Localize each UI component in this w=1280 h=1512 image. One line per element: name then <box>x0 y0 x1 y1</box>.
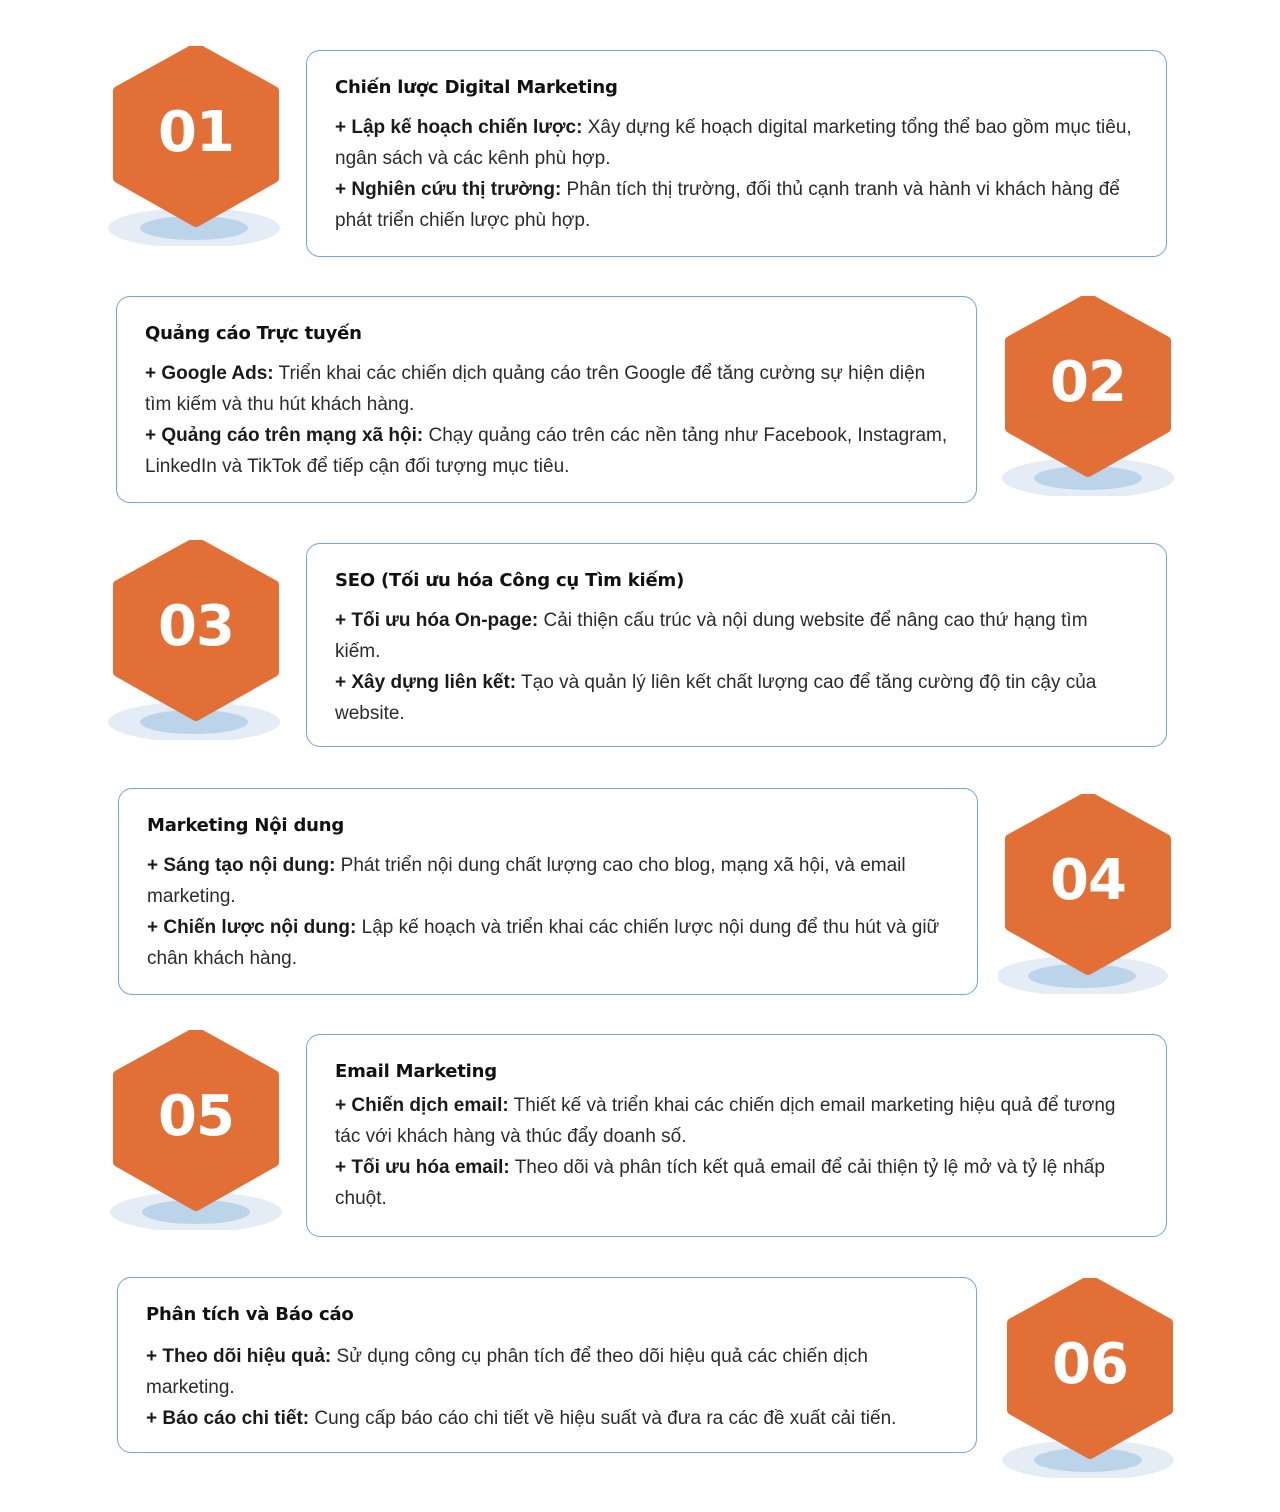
step-badge-06 <box>1000 1278 1180 1478</box>
item-text: Theo dõi và phân tích kết quả email để cải thiện tỷ lệ mở và tỷ lệ nhấp chuột. <box>335 1157 1105 1209</box>
step-card-04 <box>118 788 978 995</box>
step-number: 04 <box>1050 848 1126 913</box>
step-item <box>146 1341 948 1403</box>
step-badge-04 <box>998 794 1178 994</box>
item-text: Phát triển nội dung chất lượng cao cho blog, mạng xã hội, và email marketing. <box>147 855 906 907</box>
item-text: Cung cấp báo cáo chi tiết về hiệu suất và đưa ra các đề xuất cải tiến. <box>309 1408 897 1429</box>
item-label: + Tối ưu hóa On-page: <box>335 610 539 631</box>
step-item <box>147 912 949 974</box>
item-text: Xây dựng kế hoạch digital marketing tổng thể bao gồm mục tiêu, ngân sách và các kênh phù hợp. <box>335 117 1132 169</box>
step-number: 03 <box>158 594 234 659</box>
item-text: Sử dụng công cụ phân tích để theo dõi hiệu quả các chiến dịch marketing. <box>146 1346 868 1398</box>
step-card-01 <box>306 50 1167 257</box>
step-card-05 <box>306 1034 1167 1237</box>
step-card-03 <box>306 543 1167 747</box>
item-text: Triển khai các chiến dịch quảng cáo trên Google để tăng cường sự hiện diện tìm kiếm và thu hút khách hàng. <box>145 363 926 415</box>
step-card-02 <box>116 296 977 503</box>
item-text: Tạo và quản lý liên kết chất lượng cao để tăng cường độ tin cậy của website. <box>335 672 1097 724</box>
step-card-06 <box>117 1277 977 1453</box>
item-label: + Sáng tạo nội dung: <box>147 855 336 876</box>
item-label: + Quảng cáo trên mạng xã hội: <box>145 425 424 446</box>
step-item <box>147 850 949 912</box>
item-text: Lập kế hoạch và triển khai các chiến lược nội dung để thu hút và giữ chân khách hàng. <box>147 917 940 969</box>
step-title: Phân tích và Báo cáo <box>146 1304 354 1325</box>
step-title: Email Marketing <box>335 1061 497 1082</box>
item-label: + Nghiên cứu thị trường: <box>335 179 562 200</box>
step-badge-02 <box>998 296 1178 496</box>
item-text: Phân tích thị trường, đối thủ cạnh tranh và hành vi khách hàng để phát triển chiến lược phù hợp. <box>335 179 1120 231</box>
step-item <box>145 420 948 482</box>
item-text: Thiết kế và triển khai các chiến dịch email marketing hiệu quả để tương tác với khách hàng và thúc đẩy doanh số. <box>335 1095 1116 1147</box>
step-badge-05 <box>106 1030 286 1230</box>
item-label: + Google Ads: <box>145 363 274 384</box>
item-label: + Xây dựng liên kết: <box>335 672 517 693</box>
step-badge-01 <box>106 46 286 246</box>
step-item <box>335 605 1138 667</box>
step-item <box>335 667 1138 729</box>
step-item <box>335 1090 1138 1152</box>
step-item <box>145 358 948 420</box>
step-item <box>335 1152 1138 1214</box>
item-label: + Theo dõi hiệu quả: <box>146 1346 332 1367</box>
step-number: 02 <box>1050 350 1126 415</box>
step-item <box>335 174 1138 236</box>
step-title: Chiến lược Digital Marketing <box>335 77 618 98</box>
step-badge-03 <box>106 540 286 740</box>
item-label: + Báo cáo chi tiết: <box>146 1408 310 1429</box>
step-title: SEO (Tối ưu hóa Công cụ Tìm kiếm) <box>335 570 685 591</box>
item-text: Cải thiện cấu trúc và nội dung website để nâng cao thứ hạng tìm kiếm. <box>335 610 1088 662</box>
item-text: Chạy quảng cáo trên các nền tảng như Facebook, Instagram, LinkedIn và TikTok để tiếp cận đối tượng mục tiêu. <box>145 425 948 477</box>
step-item <box>335 112 1138 174</box>
step-number: 01 <box>158 100 234 165</box>
step-title: Marketing Nội dung <box>147 815 345 836</box>
item-label: + Tối ưu hóa email: <box>335 1157 510 1178</box>
item-label: + Chiến dịch email: <box>335 1095 509 1116</box>
step-number: 05 <box>158 1084 234 1149</box>
item-label: + Chiến lược nội dung: <box>147 917 357 938</box>
item-label: + Lập kế hoạch chiến lược: <box>335 117 583 138</box>
step-number: 06 <box>1052 1332 1128 1397</box>
step-item <box>146 1403 948 1434</box>
step-title: Quảng cáo Trực tuyến <box>145 323 362 344</box>
